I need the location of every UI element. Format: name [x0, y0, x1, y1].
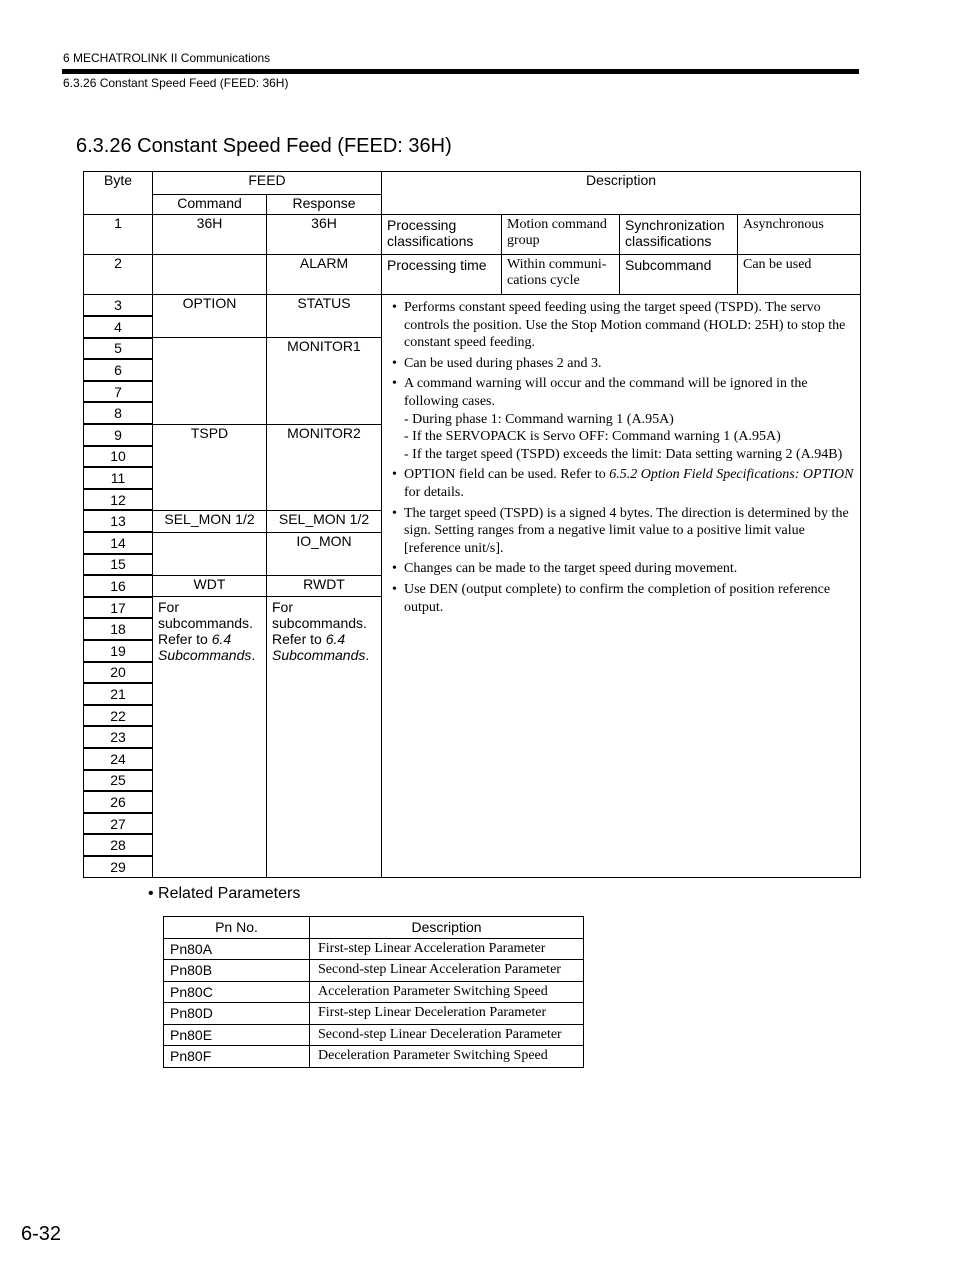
- warning-case: - If the target speed (TSPD) exceeds the limit: Data setting warning 2 (A.94B): [404, 446, 843, 462]
- byte-cell: 28: [84, 834, 153, 856]
- sel-mon-command-cell: SEL_MON 1/2: [153, 510, 267, 532]
- byte-cell: 26: [84, 791, 153, 813]
- subcommand-text: For subcommands. Refer to: [158, 599, 253, 648]
- command-header: Command: [153, 195, 267, 215]
- description-bullet: • Can be used during phases 2 and 3.: [392, 355, 856, 373]
- subcommand-reference: 6.4 Subcommands: [272, 631, 366, 664]
- sel-mon-response-cell: SEL_MON 1/2: [267, 510, 382, 532]
- param-description-cell: First-step Linear Deceleration Parameter: [310, 1003, 584, 1025]
- subcommand-response-cell: [267, 597, 382, 878]
- section-header: 6.3.26 Constant Speed Feed (FEED: 36H): [63, 76, 289, 90]
- processing-classifications-label: Processing classifications: [382, 215, 502, 255]
- table-row: [164, 1046, 584, 1068]
- warning-case: - If the SERVOPACK is Servo OFF: Command warning 1 (A.95A): [404, 429, 781, 445]
- wdt-cell: WDT: [153, 575, 267, 597]
- option-text: OPTION field can be used. Refer to: [404, 467, 606, 483]
- status-cell: STATUS: [267, 295, 382, 338]
- pn-header: Pn No.: [164, 917, 310, 939]
- rwdt-cell: RWDT: [267, 575, 382, 597]
- byte-cell: 18: [84, 618, 153, 640]
- command-cell: [153, 338, 267, 424]
- param-description-cell: First-step Linear Acceleration Parameter: [310, 938, 584, 960]
- pn-cell: Pn80E: [164, 1024, 310, 1046]
- command-cell: [153, 255, 267, 295]
- monitor1-cell: MONITOR1: [267, 338, 382, 424]
- command-cell: [153, 532, 267, 575]
- pn-cell: Pn80C: [164, 981, 310, 1003]
- byte-cell: 6: [84, 359, 153, 381]
- processing-time-label: Processing time: [382, 255, 502, 295]
- subcommand-value: Can be used: [738, 255, 861, 295]
- option-reference: 6.5.2 Option Field Specifications: OPTION: [609, 467, 854, 483]
- byte-cell: 10: [84, 446, 153, 468]
- byte-cell: 20: [84, 662, 153, 684]
- subcommand-command-cell: [153, 597, 267, 878]
- byte-cell: 17: [84, 597, 153, 619]
- byte-cell: 9: [84, 424, 153, 446]
- processing-classifications-value: Motion command group: [502, 215, 620, 255]
- byte-cell: 22: [84, 705, 153, 727]
- description-bullet: • Performs constant speed feeding using the target speed (TSPD). The servo controls the position. Use the Stop Motion command (HOLD: 25H) to stop the constant speed feeding.: [392, 299, 856, 352]
- subcommand-reference: 6.4 Subcommands: [158, 631, 252, 664]
- byte-cell: 13: [84, 510, 153, 532]
- description-bullet: [392, 466, 856, 501]
- param-description-cell: Second-step Linear Deceleration Parameter: [310, 1024, 584, 1046]
- byte-cell: 4: [84, 316, 153, 338]
- byte-cell: 7: [84, 381, 153, 403]
- page-number: 6-32: [21, 1223, 62, 1245]
- subcommand-period: .: [251, 647, 256, 664]
- byte-cell: 15: [84, 554, 153, 576]
- option-text-end: for details.: [404, 484, 464, 500]
- response-cell: 36H: [267, 215, 382, 255]
- byte-cell: 16: [84, 575, 153, 597]
- byte-cell: 1: [84, 215, 153, 255]
- table-row: [164, 981, 584, 1003]
- byte-cell: 25: [84, 770, 153, 792]
- synchronization-classifications-value: Asynchronous: [738, 215, 861, 255]
- byte-cell: 11: [84, 467, 153, 489]
- byte-cell: 12: [84, 489, 153, 511]
- table-row: [164, 960, 584, 982]
- processing-time-value: Within communi-cations cycle: [502, 255, 620, 295]
- warning-intro: A command warning will occur and the command will be ignored in the following cases.: [404, 376, 808, 409]
- byte-header: Byte: [84, 172, 153, 215]
- synchronization-classifications-label: Synchronization classifications: [620, 215, 738, 255]
- description-bullet: • The target speed (TSPD) is a signed 4 bytes. The direction is determined by the sign. Setting ranges from a negative limit value to a positive limit value [reference unit/s].: [392, 505, 856, 558]
- table-row: [164, 1003, 584, 1025]
- table-row: [164, 938, 584, 960]
- page-title: 6.3.26 Constant Speed Feed (FEED: 36H): [76, 135, 452, 157]
- command-cell: 36H: [153, 215, 267, 255]
- byte-cell: 3: [84, 295, 153, 317]
- description-bullet: [392, 375, 856, 463]
- byte-cell: 27: [84, 813, 153, 835]
- byte-cell: 19: [84, 640, 153, 662]
- warning-case: - During phase 1: Command warning 1 (A.95A): [404, 411, 674, 427]
- tspd-cell: TSPD: [153, 424, 267, 510]
- byte-cell: 24: [84, 748, 153, 770]
- description-list: [392, 299, 856, 616]
- byte-cell: 8: [84, 402, 153, 424]
- description-cell: [382, 295, 861, 878]
- related-parameters-heading: • Related Parameters: [148, 885, 301, 902]
- feed-header: FEED: [153, 172, 382, 195]
- byte-cell: 14: [84, 532, 153, 554]
- command-table: [83, 171, 861, 878]
- response-header: Response: [267, 195, 382, 215]
- param-description-cell: Acceleration Parameter Switching Speed: [310, 981, 584, 1003]
- pn-cell: Pn80D: [164, 1003, 310, 1025]
- subcommand-text: For subcommands. Refer to: [272, 599, 367, 648]
- description-bullet: • Use DEN (output complete) to confirm the completion of position reference output.: [392, 581, 856, 616]
- description-header: Description: [382, 172, 861, 215]
- byte-cell: 23: [84, 726, 153, 748]
- related-parameters-table: [163, 916, 584, 1068]
- header-rule: [62, 69, 859, 74]
- pn-cell: Pn80B: [164, 960, 310, 982]
- pn-cell: Pn80F: [164, 1046, 310, 1068]
- description-bullet: • Changes can be made to the target speed during movement.: [392, 560, 856, 578]
- monitor2-cell: MONITOR2: [267, 424, 382, 510]
- subcommand-period: .: [365, 647, 370, 664]
- option-cell: OPTION: [153, 295, 267, 338]
- byte-cell: 2: [84, 255, 153, 295]
- io-mon-cell: IO_MON: [267, 532, 382, 575]
- param-description-header: Description: [310, 917, 584, 939]
- chapter-header: 6 MECHATROLINK II Communications: [63, 51, 271, 65]
- param-description-cell: Deceleration Parameter Switching Speed: [310, 1046, 584, 1068]
- table-row: [164, 1024, 584, 1046]
- byte-cell: 29: [84, 856, 153, 878]
- byte-cell: 21: [84, 683, 153, 705]
- byte-cell: 5: [84, 338, 153, 360]
- response-cell: ALARM: [267, 255, 382, 295]
- pn-cell: Pn80A: [164, 938, 310, 960]
- param-description-cell: Second-step Linear Acceleration Parameter: [310, 960, 584, 982]
- subcommand-label: Subcommand: [620, 255, 738, 295]
